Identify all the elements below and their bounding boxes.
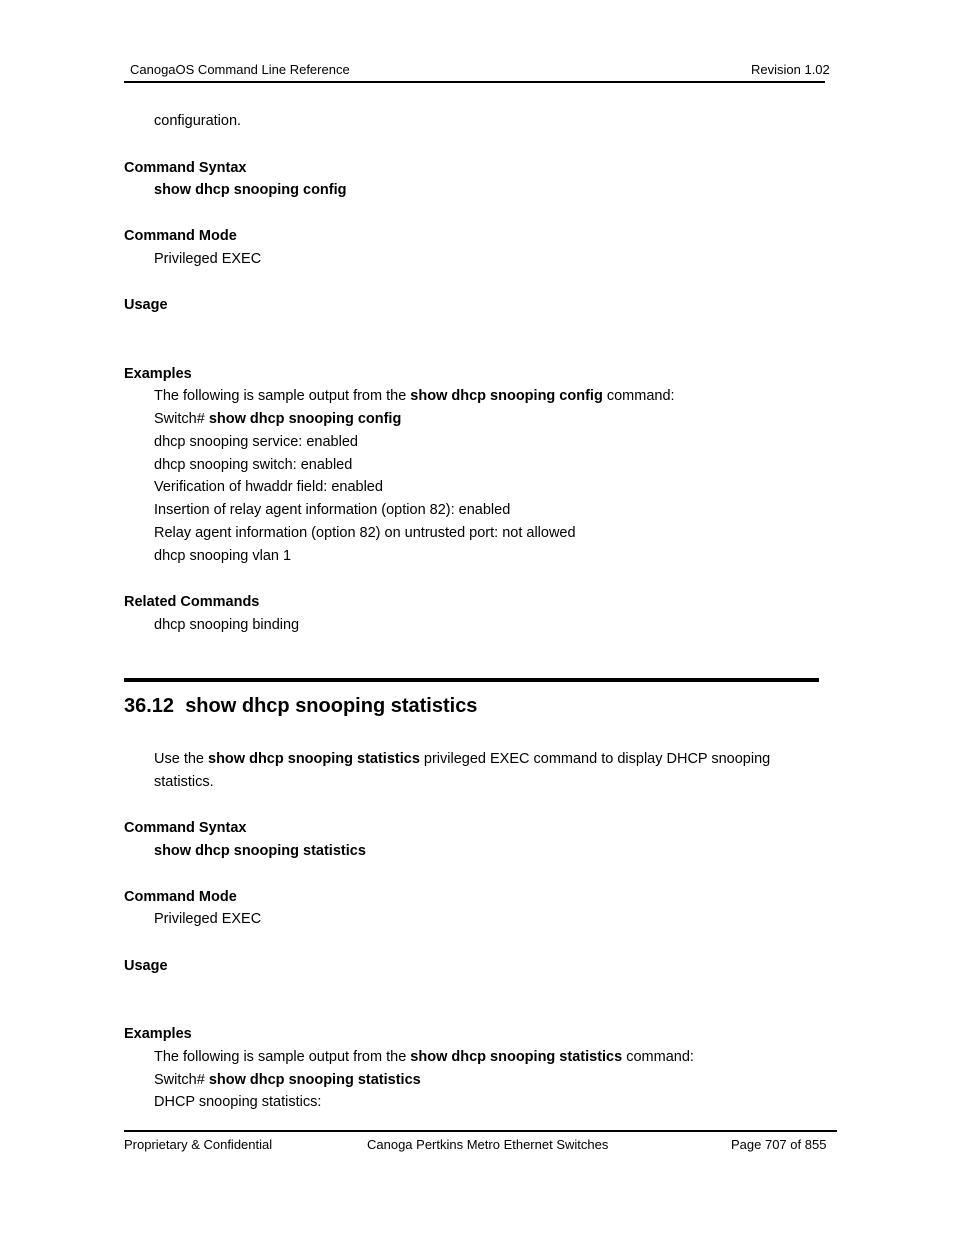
- usage-heading: Usage: [124, 958, 168, 974]
- examples-heading: Examples: [124, 366, 192, 382]
- example-prompt: Switch# show dhcp snooping statistics: [154, 1072, 421, 1088]
- section-title: 36.12 show dhcp snooping statistics: [124, 695, 478, 717]
- usage-heading: Usage: [124, 297, 168, 313]
- intro-continuation: configuration.: [154, 113, 242, 129]
- footer-confidential: Proprietary & Confidential: [124, 1137, 273, 1152]
- example-output-line: DHCP snooping statistics:: [154, 1094, 322, 1110]
- related-commands-heading: Related Commands: [124, 594, 260, 610]
- command-mode-heading: Command Mode: [124, 889, 237, 905]
- related-command: dhcp snooping binding: [154, 617, 300, 633]
- example-output-line: Relay agent information (option 82) on untrusted port: not allowed: [154, 525, 576, 541]
- examples-heading: Examples: [124, 1026, 192, 1042]
- section-intro-line2: statistics.: [154, 774, 214, 790]
- example-output-line: Verification of hwaddr field: enabled: [154, 479, 383, 495]
- command-mode-heading: Command Mode: [124, 228, 237, 244]
- section-intro: Use the show dhcp snooping statistics privileged EXEC command to display DHCP snooping: [154, 751, 771, 767]
- footer-page-number: Page 707 of 855: [731, 1137, 827, 1152]
- example-output-line: Insertion of relay agent information (option 82): enabled: [154, 502, 511, 518]
- footer-product: Canoga Pertkins Metro Ethernet Switches: [367, 1137, 609, 1152]
- example-prompt: Switch# show dhcp snooping config: [154, 411, 402, 427]
- example-output-line: dhcp snooping service: enabled: [154, 434, 358, 450]
- example-output-line: dhcp snooping switch: enabled: [154, 457, 353, 473]
- header-doc-title: CanogaOS Command Line Reference: [130, 62, 350, 77]
- section-divider: [124, 678, 819, 682]
- examples-intro: The following is sample output from the show dhcp snooping statistics command:: [154, 1049, 694, 1065]
- command-syntax: show dhcp snooping config: [154, 182, 347, 198]
- command-mode: Privileged EXEC: [154, 911, 262, 927]
- command-syntax: show dhcp snooping statistics: [154, 843, 366, 859]
- example-output-line: dhcp snooping vlan 1: [154, 548, 292, 564]
- command-syntax-heading: Command Syntax: [124, 820, 247, 836]
- footer-rule: [124, 1130, 837, 1132]
- header-revision: Revision 1.02: [751, 62, 830, 77]
- command-syntax-heading: Command Syntax: [124, 160, 247, 176]
- command-mode: Privileged EXEC: [154, 251, 262, 267]
- header-rule: [124, 81, 825, 83]
- examples-intro: The following is sample output from the show dhcp snooping config command:: [154, 388, 675, 404]
